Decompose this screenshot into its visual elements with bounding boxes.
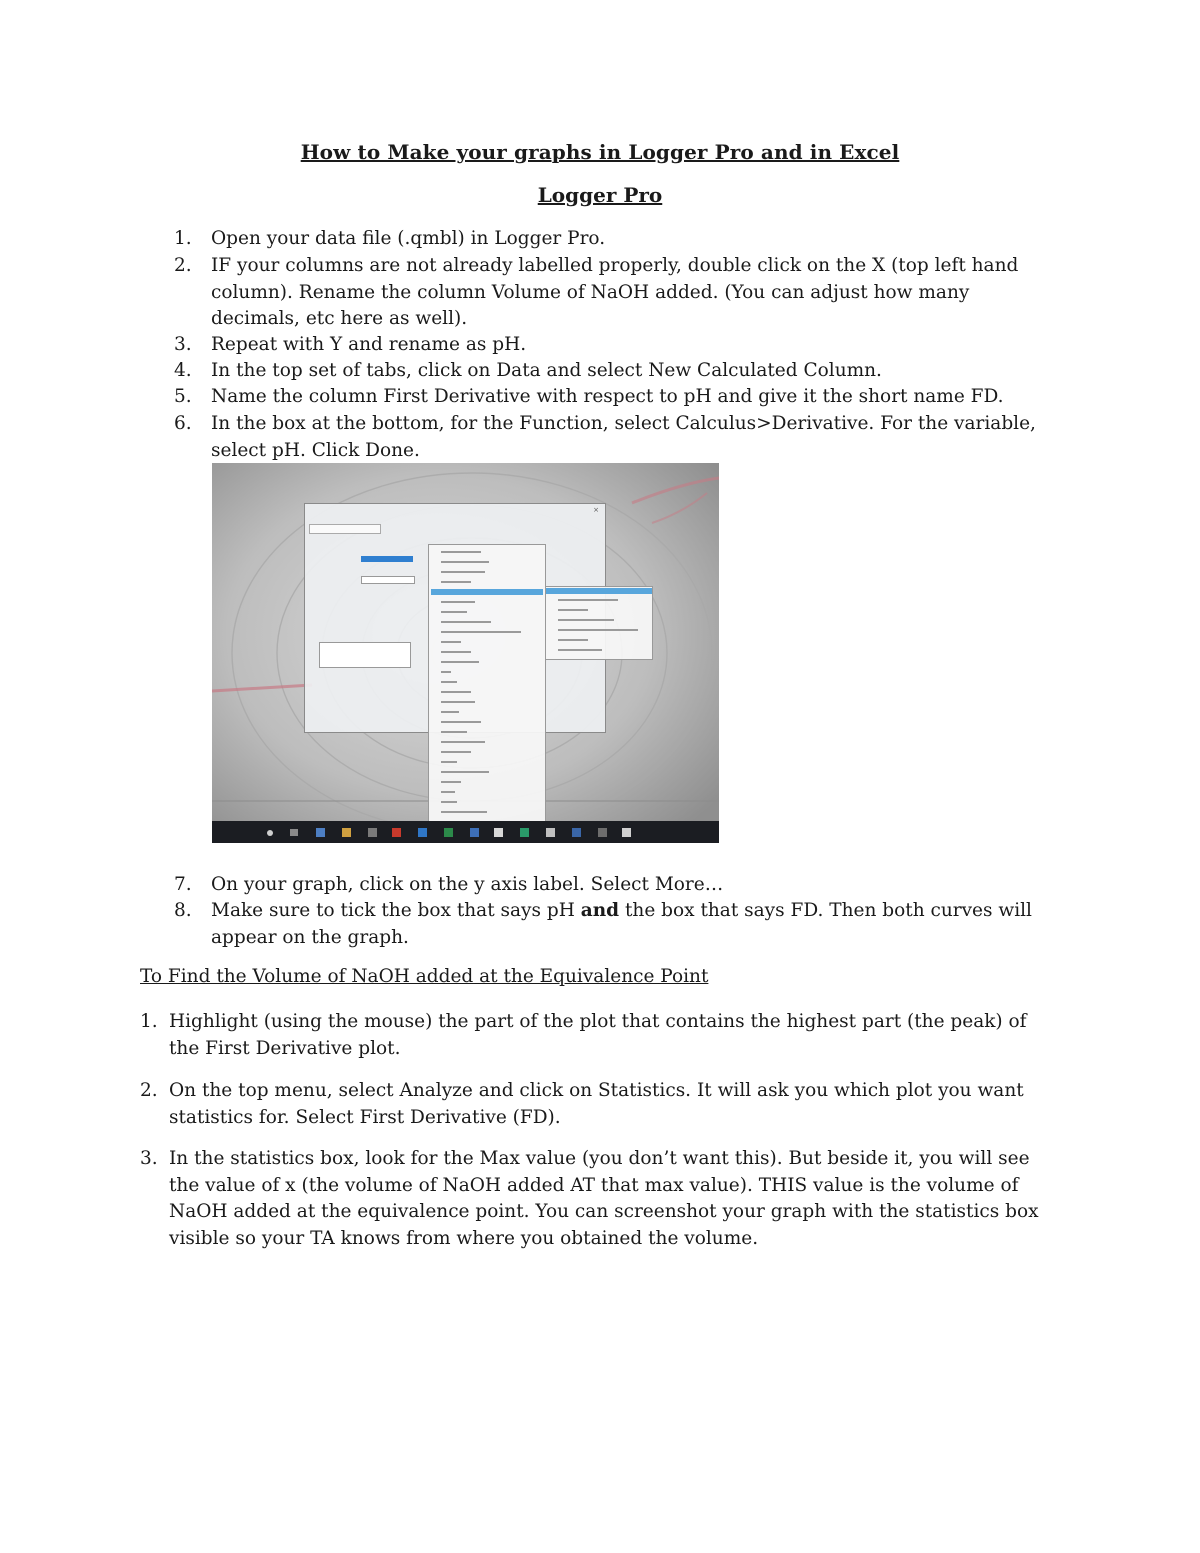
list-item: 3. In the statistics box, look for the Max value (you don’t want this). But beside it, you will see the value of x (the volume of NaOH added AT that max value). THIS value is the volume of NaOH added at the equivalence point. You can screenshot your graph with the statistics box visible so your TA knows from where you obtained the volume. [140, 1148, 1039, 1249]
section-heading-equivalence: To Find the Volume of NaOH added at the Equivalence Point [140, 966, 709, 987]
list-item: 3. Repeat with Y and rename as pH. [174, 334, 527, 355]
calculus-submenu [545, 586, 653, 660]
document-title: How to Make your graphs in Logger Pro and in Excel [300, 140, 900, 164]
dialog-tabs [309, 524, 381, 534]
list-item: 2. IF your columns are not already labelled properly, double click on the X (top left hand column). Rename the column Volume of NaOH added. (You can adjust how many decimals, etc here as well). [174, 255, 1019, 329]
list-item: 2. On the top menu, select Analyze and click on Statistics. It will ask you which plot you want statistics for. Select First Derivative (FD). [140, 1080, 1024, 1128]
list-item: 5. Name the column First Derivative with respect to pH and give it the short name FD. [174, 386, 1004, 407]
list-item: 1. Open your data file (.qmbl) in Logger Pro. [174, 228, 606, 249]
list-item: 4. In the top set of tabs, click on Data and select New Calculated Column. [174, 360, 882, 381]
close-icon: × [593, 506, 599, 514]
menu-highlight-calculus [431, 589, 543, 595]
short-name-field [361, 576, 415, 584]
expression-field [319, 642, 411, 668]
screenshot-photo [212, 463, 719, 843]
section-title-logger-pro: Logger Pro [537, 183, 663, 207]
name-field [361, 556, 413, 562]
menu-highlight-derivative [546, 588, 652, 594]
list-item: 7. On your graph, click on the y axis label. Select More… [174, 874, 724, 895]
list-item: 8. Make sure to tick the box that says pH and the box that says FD. Then both curves will appear on the graph. [174, 900, 1032, 948]
list-item: 6. In the box at the bottom, for the Function, select Calculus>Derivative. For the variable, select pH. Click Done. [174, 413, 1036, 461]
taskbar [212, 821, 719, 843]
function-menu [428, 544, 546, 836]
list-item: 1. Highlight (using the mouse) the part of the plot that contains the highest part (the peak) of the First Derivative plot. [140, 1011, 1027, 1059]
